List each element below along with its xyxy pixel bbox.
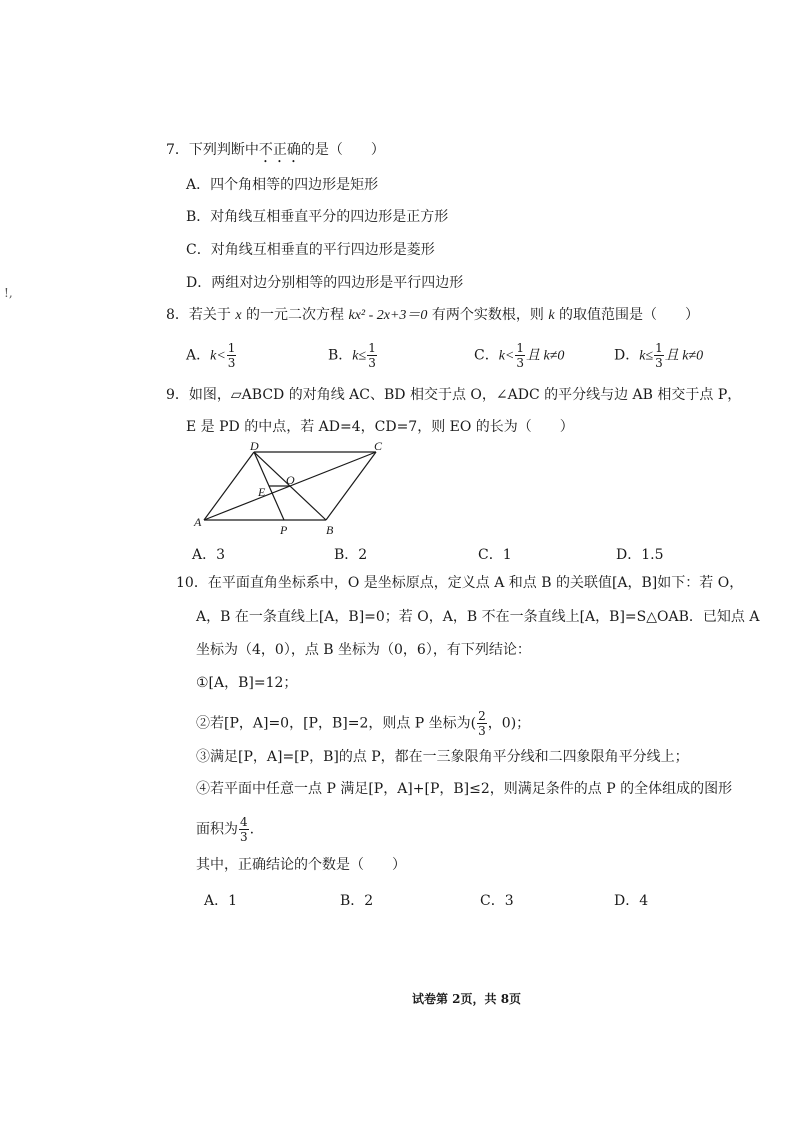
q9-line-1: 9．如图，▱ABCD 的对角线 AC、BD 相交于点 O，∠ADC 的平分线与边 AB 相交于点 P，: [166, 387, 742, 403]
q8-option-label: A．: [186, 347, 211, 364]
fraction-denominator: 3: [655, 356, 663, 370]
q7-prompt-b: 的是（ ）: [300, 142, 385, 158]
label-o: O: [286, 473, 295, 487]
q9-parallelogram-figure: [180, 440, 400, 542]
q8-p4: 的取值范围是（ ）: [554, 307, 700, 323]
q8-option-post: 且 k≠0: [664, 348, 704, 364]
q7-option-c: C．对角线互相垂直的平行四边形是菱形: [186, 242, 435, 258]
q10-c2-post: ，0)；: [487, 715, 531, 732]
q8-prompt: [166, 308, 699, 323]
q10-c4b-pre: 面积为: [196, 821, 238, 838]
q10-option-d: D．4: [614, 893, 649, 909]
q10-conclusion-1: ①[A，B]=12；: [196, 675, 298, 691]
q8-equation: kx² - 2x+3＝0: [348, 308, 428, 323]
q10-c4b-fraction: [239, 816, 249, 843]
label-b: B: [326, 523, 334, 537]
fraction-numerator: 1: [516, 341, 525, 355]
fraction-denominator: 3: [516, 356, 525, 370]
q9-option-b: B．2: [334, 547, 368, 563]
q10-conclusion-4: ④若平面中任意一点 P 满足[P，A]+[P，B]≤2，则满足条件的点 P 的全体组成的图形: [196, 781, 733, 797]
q10-conclusion-2: [196, 710, 530, 737]
q10-c4b-post: .: [249, 821, 255, 838]
q8-option-a: [186, 342, 237, 369]
q8-option-label: B．: [328, 347, 353, 364]
q10-line-1: 10．在平面直角坐标系中，O 是坐标原点，定义点 A 和点 B 的关联值[A，B]如下：若 O，: [176, 575, 744, 591]
fraction-numerator: 1: [227, 341, 236, 355]
q10-line-2: A，B 在一条直线上[A，B]=0；若 O，A，B 不在一条直线上[A，B]=S△OAB．已知点 A: [196, 609, 760, 625]
fraction-denominator: 3: [240, 830, 248, 844]
label-d: D: [250, 440, 259, 453]
page-footer: 试卷第 2页，共 8页: [412, 992, 522, 1006]
label-p: P: [280, 523, 288, 537]
q7-option-d: D．两组对边分别相等的四边形是平行四边形: [186, 275, 464, 291]
q8-option-fraction: [367, 342, 377, 369]
q9-option-a: A．3: [192, 547, 226, 563]
q8-option-fraction: [515, 342, 525, 369]
q8-p3: 有两个实数根，则: [427, 307, 549, 323]
q9-option-d: D．1.5: [616, 547, 664, 563]
q7-prompt-emphasis: 不正确: [258, 142, 301, 158]
q7-prompt: [166, 142, 385, 166]
q10-option-c: C．3: [480, 893, 514, 909]
q8-p2: 的一元二次方程: [241, 307, 349, 323]
fraction-numerator: 1: [368, 341, 376, 355]
q8-p1: 8．若关于: [166, 307, 236, 323]
label-a: A: [194, 515, 202, 529]
q8-option-fraction: [227, 342, 237, 369]
q7-option-b: B．对角线互相垂直平分的四边形是正方形: [186, 209, 449, 225]
fraction-numerator: 2: [478, 709, 486, 723]
q9-option-c: C．1: [478, 547, 512, 563]
q8-option-fraction: [654, 342, 664, 369]
q10-option-b: B．2: [340, 893, 374, 909]
q7-option-a: A．四个角相等的四边形是矩形: [186, 177, 379, 193]
label-c: C: [374, 440, 383, 453]
q10-ask: 其中，正确结论的个数是（ ）: [196, 857, 406, 873]
q8-var-x: x: [235, 308, 242, 323]
q10-conclusion-3: ③满足[P，A]=[P，B]的点 P，都在一三象限角平分线和二四象限角平分线上；: [196, 749, 689, 765]
q10-c2-fraction: [477, 710, 487, 737]
fraction-denominator: 3: [368, 356, 376, 370]
fraction-denominator: 3: [478, 724, 486, 738]
q8-option-label: D．: [614, 347, 640, 364]
margin-mark: !,: [4, 286, 13, 300]
label-e: E: [258, 485, 266, 499]
q10-line-3: 坐标为（4，0），点 B 坐标为（0，6），有下列结论：: [196, 642, 531, 658]
q9-line-2: E 是 PD 的中点，若 AD=4，CD=7，则 EO 的长为（ ）: [186, 419, 574, 435]
q8-option-label: C．: [474, 347, 499, 364]
q8-option-relation: k<: [210, 348, 226, 364]
q8-option-relation: k<: [498, 348, 515, 364]
q10-option-a: A．1: [204, 893, 238, 909]
q8-option-post: 且 k≠0: [526, 348, 565, 364]
q7-prompt-a: 7．下列判断中: [166, 142, 259, 158]
fraction-numerator: 1: [655, 341, 663, 355]
q8-option-d: [614, 342, 703, 369]
q8-option-relation: k≤: [352, 348, 367, 364]
q10-c2-pre: ②若[P，A]=0，[P，B]=2，则点 P 坐标为(: [196, 715, 477, 732]
fraction-numerator: 4: [240, 815, 248, 829]
q8-var-k: k: [548, 308, 555, 323]
q10-conclusion-4-cont: [196, 816, 254, 843]
q8-option-c: [474, 342, 564, 369]
q8-option-b: [328, 342, 378, 369]
q8-option-relation: k≤: [639, 348, 654, 364]
fraction-denominator: 3: [227, 356, 236, 370]
